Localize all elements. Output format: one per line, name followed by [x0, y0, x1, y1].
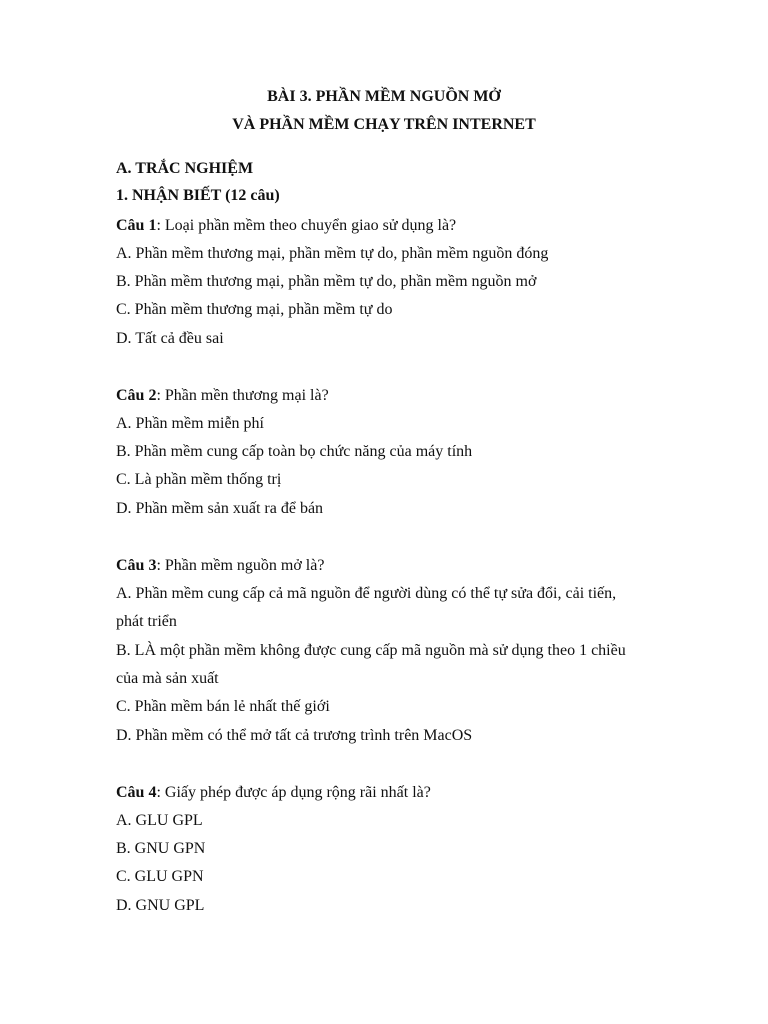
option: D. GNU GPL	[116, 897, 205, 914]
title-line-1: BÀI 3. PHẦN MỀM NGUỒN MỞ	[267, 88, 501, 105]
option: B. Phần mềm thương mại, phần mềm tự do, phần mềm nguồn mở	[116, 273, 537, 290]
option: C. Phần mềm thương mại, phần mềm tự do	[116, 301, 393, 318]
question-label: Câu 2	[116, 387, 157, 404]
option: B. Phần mềm cung cấp toàn bọ chức năng của máy tính	[116, 443, 473, 460]
option: A. Phần mềm cung cấp cả mã nguồn để người dùng có thể tự sửa đổi, cải tiến,	[116, 585, 617, 602]
option: D. Tất cả đều sai	[116, 330, 224, 347]
question-1	[116, 216, 456, 236]
option: A. GLU GPL	[116, 812, 203, 829]
question-4	[116, 783, 431, 803]
option: A. Phần mềm miễn phí	[116, 415, 264, 432]
title-line-2: VÀ PHẦN MỀM CHẠY TRÊN INTERNET	[232, 116, 536, 133]
question-text: : Loại phần mềm theo chuyển giao sử dụng là?	[156, 217, 457, 234]
option: C. Là phần mềm thống trị	[116, 471, 282, 488]
section-heading: A. TRẮC NGHIỆM	[116, 160, 254, 177]
option: B. LÀ một phần mềm không được cung cấp mã nguồn mà sử dụng theo 1 chiều	[116, 642, 626, 659]
question-2	[116, 386, 329, 406]
question-text: : Phần mền thương mại là?	[156, 387, 329, 404]
option: C. Phần mềm bán lẻ nhất thế giới	[116, 698, 330, 715]
question-3	[116, 556, 324, 576]
question-label: Câu 4	[116, 784, 157, 801]
option: A. Phần mềm thương mại, phần mềm tự do, phần mềm nguồn đóng	[116, 245, 549, 262]
option: D. Phần mềm có thể mở tất cả trương trình trên MacOS	[116, 727, 473, 744]
option: B. GNU GPN	[116, 840, 206, 857]
question-label: Câu 3	[116, 557, 157, 574]
option-continuation: của mà sản xuất	[116, 670, 219, 687]
option-continuation: phát triển	[116, 613, 177, 630]
subsection-heading: 1. NHẬN BIẾT (12 câu)	[116, 187, 280, 204]
option: C. GLU GPN	[116, 868, 204, 885]
question-text: : Giấy phép được áp dụng rộng rãi nhất là?	[156, 784, 431, 801]
option: D. Phần mềm sản xuất ra để bán	[116, 500, 324, 517]
question-label: Câu 1	[116, 217, 157, 234]
question-text: : Phần mềm nguồn mở là?	[156, 557, 325, 574]
